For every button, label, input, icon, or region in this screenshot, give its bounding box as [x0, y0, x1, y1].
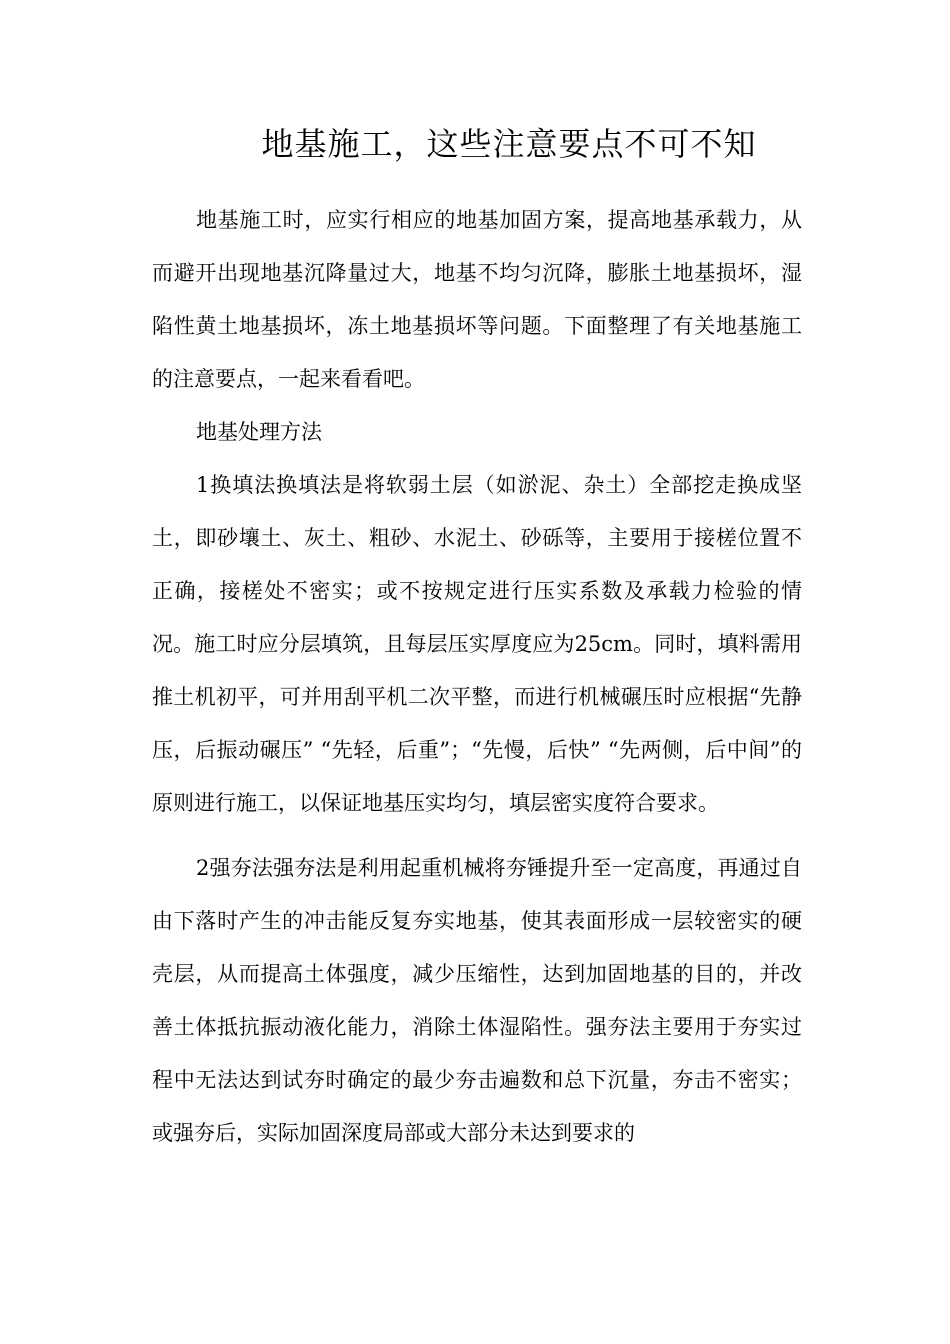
paragraph-dynamic-compaction: 2强夯法强夯法是利用起重机械将夯锤提升至一定高度，再通过自由下落时产生的冲击能反复夯实地基，使其表面形成一层较密实的硬壳层，从而提高土体强度，减少压缩性，达到加固地基的目的，并改善土体抵抗振动液化能力，消除土体湿陷性。强夯法主要用于夯实过程中无法达到试夯时确定的最少夯击遍数和总下沉量，夯击不密实；或强夯后，实际加固深度局部或大部分未达到要求的: [152, 856, 802, 1145]
paragraph-section-heading: 地基处理方法: [196, 420, 322, 444]
document-title: 地基施工，这些注意要点不可不知: [261, 125, 757, 163]
paragraph-intro: 地基施工时，应实行相应的地基加固方案，提高地基承载力，从而避开出现地基沉降量过大，地基不均匀沉降，膨胀土地基损坏，湿陷性黄土地基损坏，冻土地基损坏等问题。下面整理了有关地基施工的注意要点，一起来看看吧。: [152, 208, 802, 391]
document-body: [152, 194, 802, 1160]
paragraph-replacement-method: 1换填法换填法是将软弱土层（如淤泥、杂土）全部挖走换成坚土，即砂壤土、灰土、粗砂、水泥土、砂砾等，主要用于接槎位置不正确，接槎处不密实；或不按规定进行压实系数及承载力检验的情况。施工时应分层填筑，且每层压实厚度应为25cm。同时，填料需用推土机初平，可并用刮平机二次平整，而进行机械碾压时应根据“先静压，后振动碾压” “先轻，后重”；“先慢，后快” “先两侧，后中间”的原则进行施工，以保证地基压实均匀，填层密实度符合要求。: [152, 473, 802, 815]
